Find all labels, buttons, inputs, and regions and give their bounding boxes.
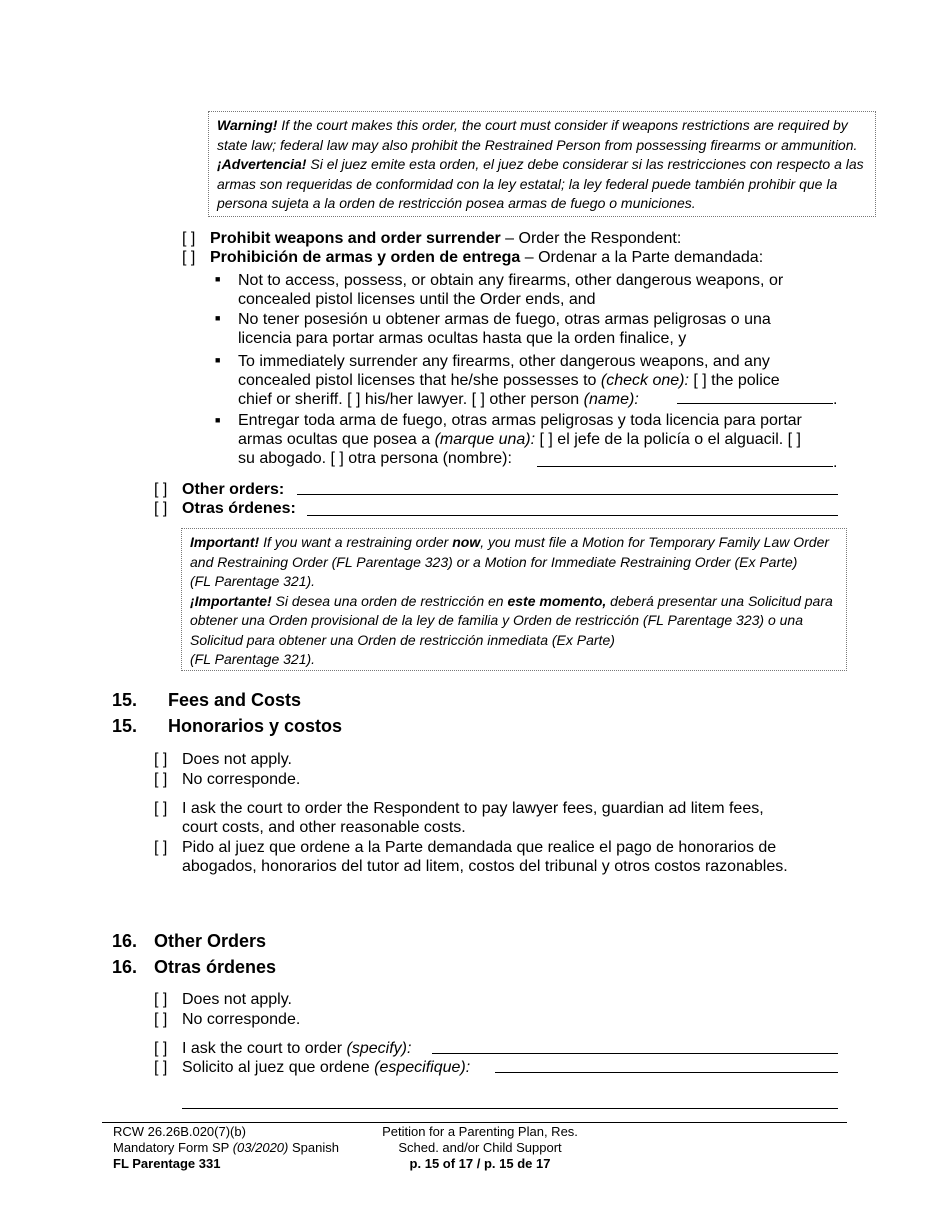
weapons-checkbox-en[interactable]: [ ] [182, 230, 196, 247]
period: . [833, 454, 838, 471]
check-one-label: (check one): [600, 372, 689, 389]
section-16-title-en: Other Orders [154, 931, 267, 951]
footer-center [355, 1124, 605, 1172]
other-orders-checkbox-es[interactable]: [ ] [154, 500, 168, 517]
other-orders-en [154, 480, 284, 499]
other-orders-es [154, 499, 296, 518]
footer-form-date: (03/2020) [232, 1140, 289, 1155]
s15-ask-line-2: court costs, and other reasonable costs. [182, 819, 466, 836]
bullet-2-line-2: licencia para portar armas ocultas hasta que la orden finalice, y [238, 330, 687, 347]
s15-ask-checkbox-es[interactable]: [ ] [154, 839, 168, 856]
section-15-number: 15. [112, 690, 138, 710]
warning-box [208, 111, 876, 217]
s16-ask-label-en: I ask the court to order [182, 1040, 347, 1057]
important-text-es-3: (FL Parentage 321). [190, 651, 316, 667]
s16-na-en [154, 990, 292, 1009]
s15-ask-es-line-2: abogados, honorarios del tutor ad litem, costos del tribunal y otros costos razonables. [182, 858, 788, 875]
s16-ask-label-es: Solicito al juez que ordene [182, 1059, 375, 1076]
section-16-number: 16. [112, 957, 138, 977]
important-label-en: Important! [190, 534, 260, 550]
s15-na-checkbox-es[interactable]: [ ] [154, 771, 168, 788]
weapons-bullet-3 [238, 352, 780, 409]
section-15-title-es: Honorarios y costos [168, 716, 343, 736]
warning-text-es: Si el juez emite esta orden, el juez debe considerar si las restricciones con respecto a las armas son requeridas de conformidad con la ley estatal; la ley federal puede también prohibir que la persona sujeta a la orden de restricción posea armas de fuego o municiones. [217, 156, 864, 211]
s16-na-label-es: No corresponde. [182, 1011, 301, 1028]
bullet-4-line-2: armas ocultas que posea a [238, 431, 435, 448]
s15-ask-es-line-1: Pido al juez que ordene a la Parte demandada que realice el pago de honorarios de [182, 839, 777, 856]
s16-additional-line[interactable] [182, 1108, 838, 1109]
weapons-bullet-1 [238, 271, 783, 309]
section-16-number: 16. [112, 931, 138, 951]
footer-divider [102, 1122, 847, 1123]
weapons-title-en: Prohibit weapons and order surrender [210, 230, 501, 247]
bullet: ■ [215, 274, 221, 284]
s16-ask-checkbox-es[interactable]: [ ] [154, 1059, 168, 1076]
footer-page-number: p. 15 of 17 / p. 15 de 17 [409, 1156, 551, 1171]
bullet-1-line-2: concealed pistol licenses until the Order ends, and [238, 291, 596, 308]
important-text-en: If you want a restraining order [259, 534, 453, 550]
important-box [181, 528, 847, 671]
important-label-es: ¡Importante! [190, 592, 272, 609]
marque-una-label: (marque una): [434, 431, 536, 448]
section-15-title-en: Fees and Costs [168, 690, 302, 710]
s15-na-label-es: No corresponde. [182, 771, 301, 788]
other-person-name-field-es[interactable] [537, 466, 833, 467]
s16-ask-es [154, 1058, 470, 1077]
s15-na-es [154, 770, 300, 789]
s15-ask-es [154, 838, 788, 876]
footer-rcw: RCW 26.26B.020(7)(b) [113, 1124, 246, 1139]
name-label: (name): [583, 391, 639, 408]
weapons-title-es: Prohibición de armas y orden de entrega [210, 249, 521, 266]
important-text-es-2: deberá presentar una Solicitud para obtener una Orden provisional de la ley de familia y Orden de restricción (FL Parentage 323) o una Solicitud para obtener una Orden de restricción inmediata (Ex Parte) [190, 592, 833, 648]
important-text-es: Si desea una orden de restricción en [271, 592, 508, 609]
s15-ask-checkbox-en[interactable]: [ ] [154, 800, 168, 817]
warning-label-en: Warning! [217, 117, 278, 133]
footer-left [113, 1124, 339, 1172]
s16-na-checkbox-en[interactable]: [ ] [154, 991, 168, 1008]
s15-ask-line-1: I ask the court to order the Respondent to pay lawyer fees, guardian ad litem fees, [182, 800, 764, 817]
weapons-option-es [182, 248, 763, 267]
s16-specify-field-es[interactable] [495, 1072, 838, 1073]
bullet: ■ [215, 313, 221, 323]
bullet: ■ [215, 355, 221, 365]
footer-title-1: Petition for a Parenting Plan, Res. [382, 1124, 578, 1139]
specify-label: (specify): [346, 1040, 412, 1057]
footer-form-id: FL Parentage 331 [113, 1156, 221, 1171]
weapons-checkbox-es[interactable]: [ ] [182, 249, 196, 266]
other-orders-checkbox-en[interactable]: [ ] [154, 481, 168, 498]
weapons-rest-es: – Ordenar a la Parte demandada: [520, 249, 764, 266]
bullet-2-line-1: No tener posesión u obtener armas de fuego, otras armas peligrosas o una [238, 311, 771, 328]
bullet-3-line-3: chief or sheriff. [ ] his/her lawyer. [ ] other person [238, 391, 584, 408]
other-person-name-field-en[interactable] [677, 403, 833, 404]
weapons-rest-en: – Order the Respondent: [500, 230, 682, 247]
bullet-1-line-1: Not to access, possess, or obtain any firearms, other dangerous weapons, or [238, 272, 784, 289]
police-option-es[interactable]: [ ] el jefe de la policía o el alguacil. [ ] [535, 431, 801, 448]
other-orders-field-es[interactable] [307, 515, 838, 516]
s15-ask-en [154, 799, 764, 837]
bullet-3-line-1: To immediately surrender any firearms, other dangerous weapons, and any [238, 353, 770, 370]
s15-na-en [154, 750, 292, 769]
footer-form: Mandatory Form SP [113, 1140, 233, 1155]
s16-ask-en [154, 1039, 411, 1058]
section-15-number: 15. [112, 716, 138, 736]
period: . [833, 391, 838, 408]
other-orders-label-es: Otras órdenes: [182, 500, 296, 517]
s16-specify-field-en[interactable] [432, 1053, 838, 1054]
footer-title-2: Sched. and/or Child Support [398, 1140, 562, 1155]
important-now-en: now [452, 534, 481, 550]
s16-na-es [154, 1010, 300, 1029]
bullet-4-line-1: Entregar toda arma de fuego, otras armas peligrosas y toda licencia para portar [238, 412, 802, 429]
other-orders-field-en[interactable] [297, 494, 838, 495]
weapons-bullet-2 [238, 310, 771, 348]
police-option[interactable]: [ ] the police [688, 372, 780, 389]
warning-text-en: If the court makes this order, the court must consider if weapons restrictions are required by state law; federal law may also prohibit the Restrained Person from possessing firearms or ammunition. [217, 117, 858, 153]
especifique-label: (especifique): [374, 1059, 471, 1076]
section-16-heading-es [112, 956, 276, 978]
bullet: ■ [215, 415, 221, 425]
important-now-es: este momento, [507, 592, 607, 609]
important-text-en-3: (FL Parentage 321). [190, 573, 316, 589]
s16-na-label-en: Does not apply. [182, 991, 292, 1008]
section-15-heading-en [112, 689, 301, 711]
s15-na-checkbox-en[interactable]: [ ] [154, 751, 168, 768]
s16-ask-checkbox-en[interactable]: [ ] [154, 1040, 168, 1057]
footer-form-lang: Spanish [288, 1140, 339, 1155]
section-15-heading-es [112, 715, 342, 737]
bullet-4-line-3: su abogado. [ ] otra persona (nombre): [238, 450, 512, 467]
section-16-heading-en [112, 930, 266, 952]
weapons-bullet-4 [238, 411, 802, 468]
important-text-en-2: , you must file a Motion for Temporary Family Law Order and Restraining Order (FL Parentage 323) or a Motion for Immediate Restraining Order (Ex Parte) [190, 534, 830, 570]
weapons-option-en [182, 229, 681, 248]
warning-label-es: ¡Advertencia! [217, 156, 307, 172]
bullet-3-line-2: concealed pistol licenses that he/she possesses to [238, 372, 601, 389]
other-orders-label-en: Other orders: [182, 481, 285, 498]
section-16-title-es: Otras órdenes [154, 957, 277, 977]
s15-na-label-en: Does not apply. [182, 751, 292, 768]
s16-na-checkbox-es[interactable]: [ ] [154, 1011, 168, 1028]
